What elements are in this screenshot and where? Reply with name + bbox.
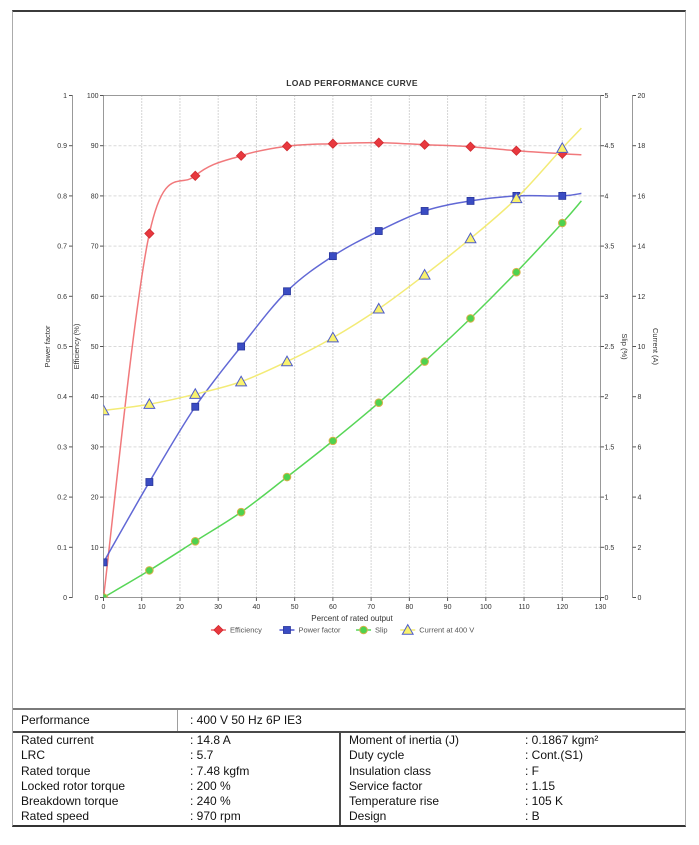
spec-label: Temperature rise — [339, 794, 513, 809]
table-row — [13, 764, 685, 779]
spec-label: Service factor — [339, 779, 513, 794]
circle-marker — [283, 473, 291, 481]
svg-text:0.5: 0.5 — [604, 544, 615, 552]
series-power-factor — [100, 192, 581, 565]
svg-text:1: 1 — [63, 93, 67, 100]
svg-text:40: 40 — [252, 604, 261, 611]
svg-text:0.4: 0.4 — [57, 394, 67, 402]
svg-text:80: 80 — [405, 604, 414, 611]
table-row — [13, 809, 685, 824]
series-efficiency — [99, 138, 581, 602]
circle-marker — [237, 508, 245, 516]
spec-header-row — [13, 710, 685, 733]
spec-table — [13, 708, 685, 827]
square-marker — [375, 228, 382, 235]
legend-label: Efficiency — [229, 625, 262, 635]
diamond-marker — [420, 140, 429, 149]
svg-text:0.5: 0.5 — [57, 344, 67, 351]
square-marker — [284, 288, 291, 295]
square-marker — [467, 197, 474, 204]
svg-text:20: 20 — [176, 604, 184, 611]
svg-text:0: 0 — [101, 604, 106, 611]
svg-text:16: 16 — [637, 193, 646, 201]
spec-label: Rated current — [21, 733, 94, 747]
svg-text:3.5: 3.5 — [604, 243, 615, 251]
slip-axis-title: Slip (%) — [620, 333, 629, 360]
svg-text:110: 110 — [518, 604, 530, 611]
spec-value: : 7.48 kgfm — [190, 763, 250, 778]
spec-value: : 5.7 — [190, 748, 214, 763]
square-marker — [146, 479, 153, 486]
x-axis-title: Percent of rated output — [311, 614, 393, 623]
power-factor-axis-title: Power factor — [43, 325, 52, 368]
svg-text:10: 10 — [90, 544, 99, 552]
triangle-marker — [282, 356, 293, 366]
circle-marker — [360, 626, 368, 634]
spec-label: Insulation class — [339, 764, 513, 779]
svg-text:0.6: 0.6 — [57, 293, 67, 301]
spec-label: LRC — [21, 748, 46, 763]
diamond-marker — [282, 142, 291, 151]
svg-text:6: 6 — [637, 444, 642, 452]
svg-text:30: 30 — [214, 604, 223, 611]
svg-text:5: 5 — [604, 93, 609, 100]
svg-text:50: 50 — [290, 604, 299, 611]
square-marker — [329, 253, 336, 260]
diamond-marker — [145, 229, 154, 238]
svg-text:0.1: 0.1 — [57, 544, 67, 552]
svg-text:12: 12 — [637, 293, 646, 301]
svg-text:70: 70 — [90, 243, 99, 251]
chart-title: LOAD PERFORMANCE CURVE — [286, 78, 418, 88]
circle-marker — [191, 537, 199, 545]
spec-label: Breakdown torque — [21, 794, 119, 809]
svg-text:0: 0 — [63, 595, 67, 602]
spec-value: : 970 rpm — [190, 809, 241, 824]
circle-marker — [467, 315, 475, 323]
legend-label: Power factor — [298, 625, 341, 635]
svg-text:100: 100 — [86, 93, 99, 100]
triangle-marker — [373, 303, 384, 313]
series-slip — [100, 201, 582, 601]
svg-text:20: 20 — [90, 494, 99, 502]
efficiency-axis-title: Efficiency (%) — [72, 323, 81, 370]
spec-value: : 0.1867 kgm² — [525, 733, 599, 747]
spec-label: Rated speed — [21, 809, 90, 824]
svg-text:0.3: 0.3 — [57, 444, 67, 452]
series-layer — [98, 128, 581, 602]
square-marker — [421, 207, 428, 214]
triangle-marker — [327, 332, 338, 342]
svg-text:2.5: 2.5 — [604, 344, 615, 351]
spec-value: : 105 K — [525, 794, 564, 809]
svg-text:70: 70 — [367, 604, 376, 611]
svg-text:90: 90 — [90, 143, 99, 151]
diamond-marker — [466, 142, 475, 151]
circle-marker — [513, 268, 521, 276]
series-current-at-400-v — [98, 128, 581, 415]
table-row — [13, 794, 685, 809]
svg-text:3: 3 — [604, 293, 609, 301]
spec-label: Moment of inertia (J) — [339, 733, 513, 748]
legend-item — [211, 625, 262, 634]
svg-text:4: 4 — [637, 494, 642, 502]
spec-value: : 240 % — [190, 794, 231, 809]
svg-text:30: 30 — [90, 444, 99, 452]
spec-value: : B — [525, 809, 540, 824]
svg-text:0: 0 — [94, 595, 99, 602]
svg-text:90: 90 — [443, 604, 452, 611]
svg-text:60: 60 — [328, 604, 337, 611]
svg-text:120: 120 — [556, 604, 569, 611]
svg-text:2: 2 — [637, 544, 642, 552]
svg-text:50: 50 — [90, 344, 99, 351]
svg-text:10: 10 — [637, 344, 646, 351]
triangle-marker — [419, 270, 430, 280]
svg-text:0.2: 0.2 — [57, 494, 67, 502]
current-axis-title: Current (A) — [651, 327, 660, 366]
svg-text:8: 8 — [637, 394, 642, 402]
diamond-marker — [237, 151, 246, 160]
spec-label: Rated torque — [21, 763, 91, 778]
svg-text:4: 4 — [604, 193, 609, 201]
diamond-marker — [512, 146, 521, 155]
gridlines — [104, 96, 601, 598]
square-marker — [192, 403, 199, 410]
spec-label: Performance — [13, 710, 178, 731]
circle-marker — [375, 399, 383, 407]
chart-legend — [211, 625, 474, 635]
spec-label: Duty cycle — [339, 748, 513, 763]
svg-text:18: 18 — [637, 143, 646, 151]
circle-marker — [146, 567, 154, 575]
svg-text:40: 40 — [90, 394, 99, 402]
svg-text:0.7: 0.7 — [57, 243, 67, 251]
svg-text:0.9: 0.9 — [57, 143, 67, 151]
legend-item — [279, 626, 341, 635]
table-row — [13, 748, 685, 763]
legend-item — [356, 626, 388, 635]
spec-label: Locked rotor torque — [21, 778, 126, 793]
spec-label: Design — [339, 809, 513, 824]
svg-text:14: 14 — [637, 243, 646, 251]
svg-text:0.8: 0.8 — [57, 193, 67, 201]
diamond-marker — [214, 625, 223, 634]
spec-value: : 1.15 — [525, 778, 556, 793]
svg-text:1: 1 — [604, 494, 609, 502]
table-row — [13, 733, 685, 748]
right-axes — [601, 93, 661, 602]
svg-text:10: 10 — [137, 604, 146, 611]
square-marker — [283, 627, 290, 634]
legend-item — [400, 625, 474, 635]
left-axes — [43, 93, 104, 602]
svg-text:4.5: 4.5 — [604, 143, 615, 151]
spec-value: : F — [525, 763, 539, 778]
square-marker — [559, 192, 566, 199]
spec-value: : 400 V 50 Hz 6P IE3 — [190, 713, 302, 727]
circle-marker — [329, 437, 337, 445]
diamond-marker — [328, 139, 337, 148]
svg-text:80: 80 — [90, 193, 99, 201]
legend-label: Slip — [375, 625, 388, 635]
svg-text:100: 100 — [479, 604, 492, 611]
svg-text:2: 2 — [604, 394, 609, 402]
spec-value: : 14.8 A — [190, 733, 231, 747]
circle-marker — [558, 219, 566, 227]
svg-text:1.5: 1.5 — [604, 444, 615, 452]
svg-text:0: 0 — [637, 595, 642, 602]
svg-text:130: 130 — [594, 604, 607, 611]
circle-marker — [421, 358, 429, 366]
svg-text:60: 60 — [90, 293, 99, 301]
spec-rows — [13, 733, 685, 827]
x-axis — [102, 598, 607, 624]
svg-text:0: 0 — [604, 595, 609, 602]
square-marker — [100, 559, 107, 566]
spec-value: : Cont.(S1) — [525, 748, 584, 763]
legend-label: Current at 400 V — [419, 625, 475, 635]
spec-value: : 200 % — [190, 778, 231, 793]
table-row — [13, 779, 685, 794]
square-marker — [238, 343, 245, 350]
svg-text:20: 20 — [637, 93, 646, 100]
